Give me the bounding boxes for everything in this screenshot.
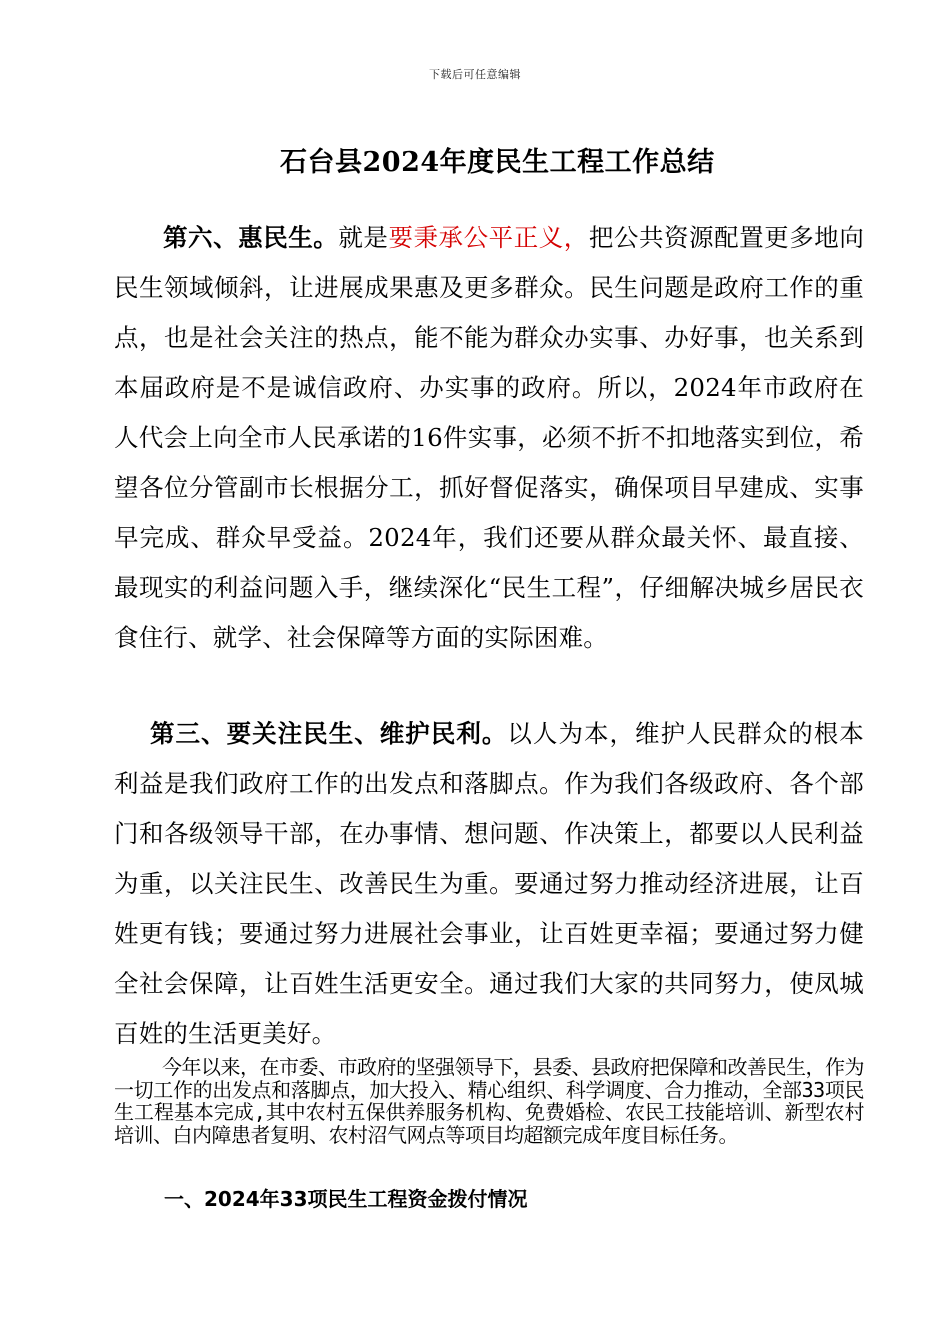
paragraph-text: 以人为本，维护人民群众的根本利益是我们政府工作的出发点和落脚点。作为我们各级政府、各个部门和各级领导干部，在办事情、想问题、作决策上，都要以人民利益为重，以关注民生、改善民生为重。要通过努力推动经济进展，让百姓更有钱；要通过努力进展社会事业，让百姓更幸福；要通过努力健全社会保障，让百姓生活更安全。通过我们大家的共同努力，使凤城百姓的生活更美好。 bbox=[114, 719, 864, 1048]
document-title: 石台县2024年度民生工程工作总结 bbox=[280, 147, 715, 178]
section-heading: 一、2024年33项民生工程资金拨付情况 bbox=[164, 1187, 528, 1211]
paragraph-guanzhu-minsheng bbox=[114, 709, 864, 1059]
paragraph-text: 就是 bbox=[338, 223, 389, 252]
paragraph-lead: 第六、惠民生。 bbox=[163, 223, 339, 252]
highlighted-text: 要秉承公平正义， bbox=[388, 223, 589, 252]
paragraph-summary: 今年以来，在市委、市政府的坚强领导下，县委、县政府把保障和改善民生，作为一切工作的出发点和落脚点，加大投入、精心组织、科学调度、合力推动，全部33项民生工程基本完成,其中农村五保供养服务机构、免费婚检、农民工技能培训、新型农村培训、白内障患者复明、农村沼气网点等项目均超额完成年度目标任务。 bbox=[114, 1055, 864, 1147]
paragraph-text: 把公共资源配置更多地向民生领域倾斜，让进展成果惠及更多群众。民生问题是政府工作的重点，也是社会关注的热点，能不能为群众办实事、办好事，也关系到本届政府是不是诚信政府、办实事的政府。所以，2024年市政府在人代会上向全市人民承诺的16件实事，必须不折不扣地落实到位，希望各位分管副市长根据分工，抓好督促落实，确保项目早建成、实事早完成、群众早受益。2024年，我们还要从群众最关怀、最直接、最现实的利益问题入手，继续深化“民生工程”，仔细解决城乡居民衣食住行、就学、社会保障等方面的实际困难。 bbox=[114, 223, 865, 652]
paragraph-lead: 第三、要关注民生、维护民利。 bbox=[150, 719, 508, 748]
paragraph-huiminsheng bbox=[114, 213, 864, 663]
page-header-note: 下载后可任意编辑 bbox=[429, 68, 521, 81]
